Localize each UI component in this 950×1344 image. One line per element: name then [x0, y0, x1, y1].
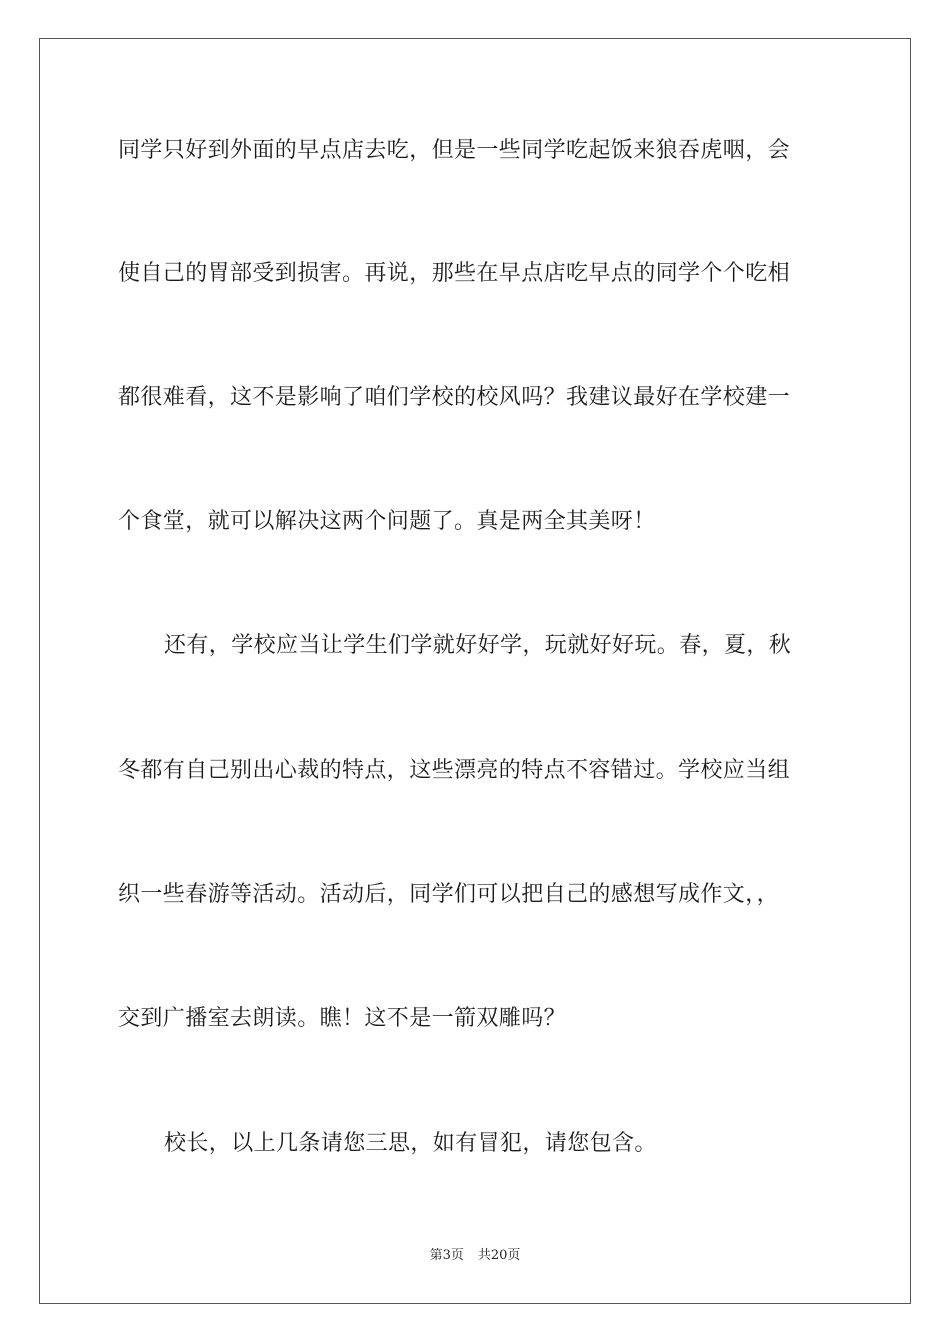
page-border	[39, 38, 911, 1304]
page-total: 共20页	[477, 1248, 521, 1263]
body-line-1: 同学只好到外面的早点店去吃，但是一些同学吃起饭来狼吞虎咽，会	[118, 138, 791, 163]
body-line-6: 冬都有自己别出心裁的特点，这些漂亮的特点不容错过。学校应当组	[118, 758, 791, 783]
body-line-7: 织一些春游等活动。活动后，同学们可以把自己的感想写成作文，，	[118, 882, 780, 907]
body-line-4: 个食堂，就可以解决这两个问题了。真是两全其美呀！	[118, 509, 656, 534]
page-number: 第3页	[429, 1248, 464, 1263]
body-line-3: 都很难看，这不是影响了咱们学校的校风吗？我建议最好在学校建一	[118, 385, 791, 410]
body-line-2: 使自己的胃部受到损害。再说，那些在早点店吃早点的同学个个吃相	[118, 261, 791, 286]
page-footer	[0, 1247, 950, 1265]
body-line-8: 交到广播室去朗读。瞧！这不是一箭双雕吗？	[118, 1006, 567, 1031]
body-line-9: 校长，以上几条请您三思，如有冒犯，请您包含。	[164, 1131, 657, 1156]
body-line-5: 还有，学校应当让学生们学就好好学，玩就好好玩。春，夏，秋	[164, 633, 792, 658]
